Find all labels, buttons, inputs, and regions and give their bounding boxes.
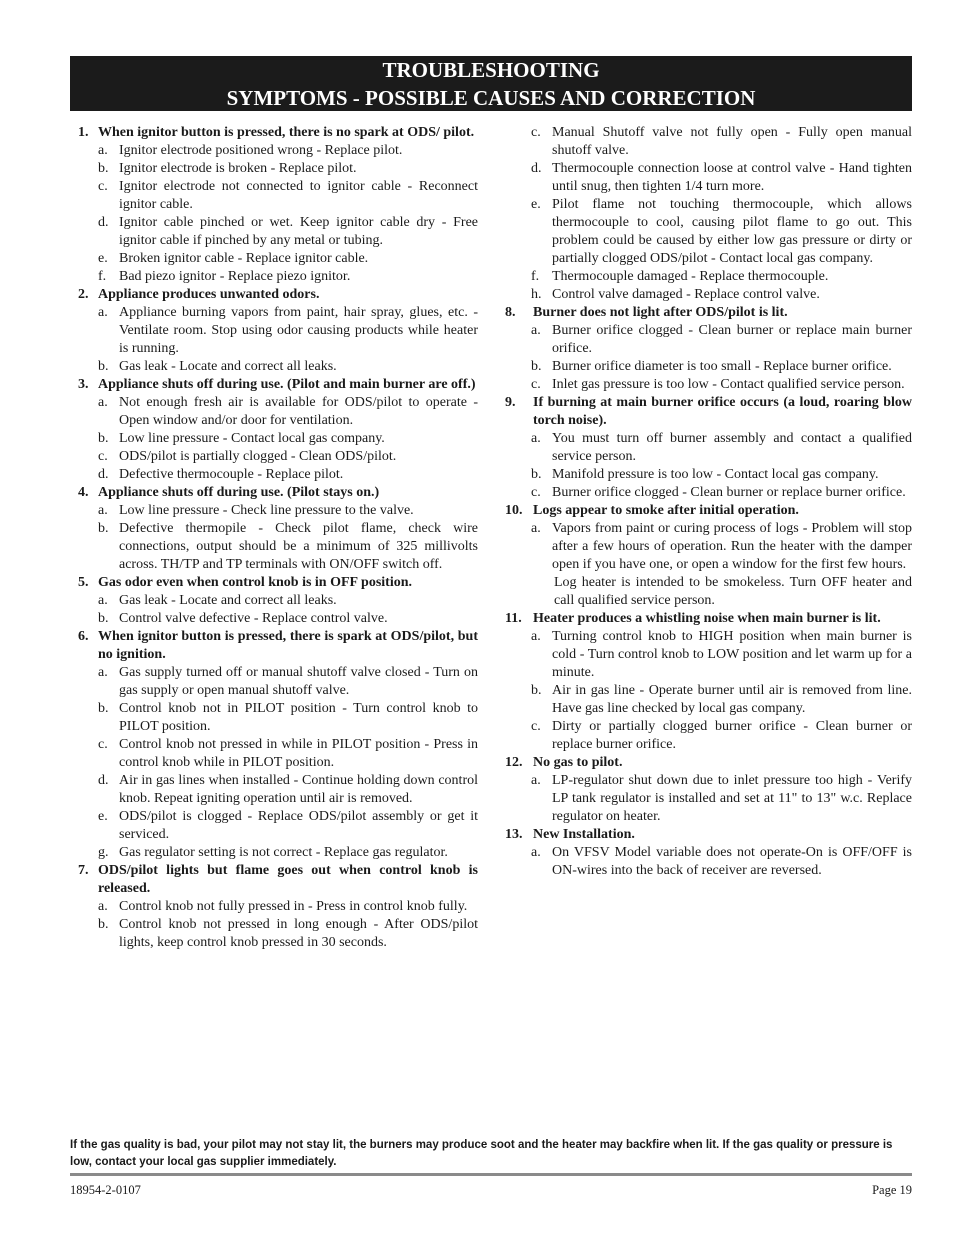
cause-text: Ignitor electrode is broken - Replace pilot. [119, 161, 357, 176]
cause-text: Manifold pressure is too low - Contact local gas company. [552, 467, 879, 482]
cause-text: Gas leak - Locate and correct all leaks. [119, 593, 337, 608]
cause-letter: b. [98, 917, 109, 932]
troubleshooting-item [505, 610, 912, 754]
cause-correction [78, 898, 478, 916]
cause-letter: c. [531, 125, 541, 140]
symptom-title: Appliance produces unwanted odors. [98, 287, 320, 302]
cause-letter: d. [98, 467, 109, 482]
cause-letter: b. [98, 161, 109, 176]
cause-text: Thermocouple connection loose at control valve - Hand tighten until snug, then tighten 1/4 turn more. [552, 161, 912, 194]
cause-text: Burner orifice clogged - Clean burner or replace burner orifice. [552, 485, 906, 500]
troubleshooting-item [78, 124, 478, 286]
cause-correction [78, 700, 478, 736]
header-subtitle: SYMPTOMS - POSSIBLE CAUSES AND CORRECTION [226, 86, 756, 110]
cause-correction [505, 520, 912, 574]
cause-correction [505, 322, 912, 358]
cause-letter: b. [98, 611, 109, 626]
footer-divider [70, 1173, 912, 1176]
symptom-heading [78, 124, 478, 142]
cause-letter: c. [531, 719, 541, 734]
symptom-title: If burning at main burner orifice occurs (a loud, roaring blow torch noise). [533, 395, 912, 428]
cause-correction [505, 286, 912, 304]
symptom-number: 1. [78, 125, 89, 140]
symptom-title: Gas odor even when control knob is in OFF position. [98, 575, 413, 590]
cause-text: Thermocouple damaged - Replace thermocouple. [552, 269, 829, 284]
cause-text: Ignitor cable pinched or wet. Keep ignitor cable dry - Free ignitor cable if pinched by any metal or tubing. [119, 215, 478, 248]
cause-correction [78, 160, 478, 178]
cause-correction [505, 268, 912, 286]
cause-letter: a. [98, 665, 108, 680]
cause-text: Inlet gas pressure is too low - Contact qualified service person. [552, 377, 905, 392]
cause-letter: a. [531, 845, 541, 860]
cause-letter: a. [98, 899, 108, 914]
cause-correction [78, 250, 478, 268]
cause-correction [505, 196, 912, 268]
cause-letter: d. [98, 773, 109, 788]
cause-correction [78, 178, 478, 214]
symptom-number: 12. [505, 755, 523, 770]
symptom-number: 6. [78, 629, 89, 644]
cause-letter: f. [98, 269, 107, 284]
cause-text: Gas regulator setting is not correct - Replace gas regulator. [119, 845, 448, 860]
symptom-number: 10. [505, 503, 523, 518]
gas-quality-note: If the gas quality is bad, your pilot may not stay lit, the burners may produce soot and the heater may backfire when lit. If the gas quality or pressure is low, contact your local gas supplier immediately. [70, 1139, 893, 1168]
symptom-heading [505, 610, 912, 628]
cause-correction [505, 718, 912, 754]
cause-correction [505, 358, 912, 376]
cause-correction [78, 520, 478, 574]
troubleshooting-item [505, 394, 912, 502]
cause-letter: g. [98, 845, 109, 860]
symptom-heading [505, 502, 912, 520]
cause-text: Pilot flame not touching thermocouple, which allows thermocouple to cool, causing pilot flame to go out. This problem could be caused by either low gas pressure or dirty or partially clogged ODS/pilot - Contact local gas company. [552, 197, 912, 266]
symptom-title: Burner does not light after ODS/pilot is lit. [533, 305, 788, 320]
cause-letter: h. [531, 287, 542, 302]
cause-letter: c. [531, 485, 541, 500]
cause-text: Ignitor electrode not connected to ignitor cable - Reconnect ignitor cable. [119, 179, 478, 212]
troubleshooting-item [505, 754, 912, 826]
cause-letter: c. [98, 737, 108, 752]
cause-letter: a. [531, 431, 541, 446]
cause-text: Control knob not in PILOT position - Turn control knob to PILOT position. [119, 701, 478, 734]
cause-text: Burner orifice diameter is too small - Replace burner orifice. [552, 359, 892, 374]
cause-letter: c. [98, 179, 108, 194]
symptom-heading [78, 574, 478, 592]
troubleshooting-item [505, 124, 912, 304]
cause-correction [78, 268, 478, 286]
cause-letter: a. [531, 773, 541, 788]
symptom-title: New Installation. [533, 827, 635, 842]
cause-correction [78, 844, 478, 862]
symptom-heading [505, 826, 912, 844]
cause-letter: b. [98, 431, 109, 446]
cause-letter: c. [98, 449, 108, 464]
cause-text: Bad piezo ignitor - Replace piezo ignitor. [119, 269, 351, 284]
symptom-number: 11. [505, 611, 522, 626]
cause-letter: a. [531, 521, 541, 536]
cause-letter: b. [531, 683, 542, 698]
cause-continuation: Log heater is intended to be smokeless. Turn OFF heater and call qualified service person. [554, 575, 912, 608]
cause-correction [78, 214, 478, 250]
cause-text: Appliance burning vapors from paint, hair spray, glues, etc. - Ventilate room. Stop using odor causing products while heater is running. [119, 305, 478, 356]
cause-correction [78, 772, 478, 808]
cause-text: Dirty or partially clogged burner orifice - Clean burner or replace burner orifice. [552, 719, 912, 752]
cause-correction [505, 484, 912, 502]
cause-text: LP-regulator shut down due to inlet pressure too high - Verify LP tank regulator is installed and set at 11" to 13" w.c. Replace regulator on heater. [552, 773, 912, 824]
cause-letter: b. [98, 521, 109, 536]
cause-correction [78, 916, 478, 952]
cause-letter: a. [531, 323, 541, 338]
symptom-title: No gas to pilot. [533, 755, 623, 770]
cause-letter: a. [98, 593, 108, 608]
cause-text: Air in gas lines when installed - Continue holding down control knob. Repeat igniting operation until air is removed. [119, 773, 478, 806]
symptom-title: When ignitor button is pressed, there is spark at ODS/pilot, but no ignition. [98, 629, 478, 662]
cause-letter: b. [98, 701, 109, 716]
cause-correction [78, 358, 478, 376]
cause-letter: b. [531, 359, 542, 374]
symptom-heading [505, 754, 912, 772]
symptom-heading [505, 394, 912, 430]
cause-letter: a. [531, 629, 541, 644]
cause-text: Broken ignitor cable - Replace ignitor cable. [119, 251, 369, 266]
symptom-title: When ignitor button is pressed, there is no spark at ODS/ pilot. [98, 125, 475, 140]
troubleshooting-item [505, 826, 912, 880]
cause-text: Air in gas line - Operate burner until air is removed from line. Have gas line checked by local gas company. [552, 683, 912, 716]
section-header [70, 56, 912, 111]
cause-letter: a. [98, 143, 108, 158]
troubleshooting-item [505, 502, 912, 610]
cause-correction [505, 376, 912, 394]
cause-correction [78, 502, 478, 520]
cause-correction [505, 772, 912, 826]
cause-correction [78, 664, 478, 700]
symptom-number: 2. [78, 287, 89, 302]
cause-correction [505, 628, 912, 682]
symptom-number: 7. [78, 863, 89, 878]
cause-correction [78, 430, 478, 448]
symptom-heading [78, 862, 478, 898]
cause-text: Low line pressure - Contact local gas company. [119, 431, 385, 446]
cause-letter: b. [531, 467, 542, 482]
cause-correction [78, 808, 478, 844]
troubleshooting-item [78, 286, 478, 376]
cause-letter: d. [98, 215, 109, 230]
page-number: Page 19 [872, 1183, 912, 1197]
symptom-number: 13. [505, 827, 523, 842]
cause-text: On VFSV Model variable does not operate-On is OFF/OFF is ON-wires into the back of receiver are reversed. [552, 845, 912, 878]
cause-correction [505, 430, 912, 466]
cause-text: ODS/pilot is clogged - Replace ODS/pilot assembly or get it serviced. [119, 809, 478, 842]
cause-correction [78, 610, 478, 628]
cause-text: ODS/pilot is partially clogged - Clean ODS/pilot. [119, 449, 397, 464]
cause-correction [505, 124, 912, 160]
symptom-heading [78, 484, 478, 502]
cause-letter: c. [531, 377, 541, 392]
cause-correction [505, 682, 912, 718]
cause-text: Gas supply turned off or manual shutoff valve closed - Turn on gas supply or open manual shutoff valve. [119, 665, 478, 698]
cause-text: You must turn off burner assembly and contact a qualified service person. [552, 431, 912, 464]
cause-correction [78, 142, 478, 160]
cause-text: Turning control knob to HIGH position when main burner is cold - Turn control knob to LOW position and let warm up for a minute. [552, 629, 912, 680]
cause-correction [78, 394, 478, 430]
cause-letter: d. [531, 161, 542, 176]
cause-letter: a. [98, 503, 108, 518]
cause-correction [78, 304, 478, 358]
cause-letter: e. [98, 809, 108, 824]
symptom-number: 3. [78, 377, 89, 392]
symptom-number: 9. [505, 395, 516, 410]
cause-text: Ignitor electrode positioned wrong - Replace pilot. [119, 143, 403, 158]
header-title: TROUBLESHOOTING [382, 58, 600, 82]
cause-letter: a. [98, 305, 108, 320]
cause-correction [505, 160, 912, 196]
cause-correction [78, 592, 478, 610]
cause-correction [78, 448, 478, 466]
cause-text: Control knob not pressed in while in PILOT position - Press in control knob while in PILOT position. [119, 737, 478, 770]
document-number: 18954-2-0107 [70, 1183, 141, 1197]
troubleshooting-item [78, 862, 478, 952]
cause-text: Not enough fresh air is available for ODS/pilot to operate - Open window and/or door for ventilation. [119, 395, 478, 428]
cause-text: Manual Shutoff valve not fully open - Fully open manual shutoff valve. [552, 125, 912, 158]
symptom-heading [505, 304, 912, 322]
cause-text: Defective thermopile - Check pilot flame, check wire connections, output should be a minimum of 325 millivolts across. TH/TP and TP terminals with ON/OFF switch off. [119, 521, 478, 572]
left-column [78, 124, 478, 952]
symptom-heading [78, 286, 478, 304]
cause-correction [505, 466, 912, 484]
cause-text: Low line pressure - Check line pressure to the valve. [119, 503, 414, 518]
cause-letter: b. [98, 359, 109, 374]
troubleshooting-item [78, 484, 478, 574]
cause-text: Control valve damaged - Replace control valve. [552, 287, 820, 302]
cause-text: Control knob not fully pressed in - Press in control knob fully. [119, 899, 468, 914]
right-column [505, 124, 912, 880]
symptom-title: Heater produces a whistling noise when main burner is lit. [533, 611, 881, 626]
cause-text: Vapors from paint or curing process of logs - Problem will stop after a few hours of operation. Run the heater with the damper open if you have one, or open a window for the first few hours. [552, 521, 912, 572]
cause-correction [78, 466, 478, 484]
cause-text: Burner orifice clogged - Clean burner or replace main burner orifice. [552, 323, 912, 356]
cause-letter: f. [531, 269, 540, 284]
symptom-number: 8. [505, 305, 516, 320]
symptom-title: Logs appear to smoke after initial operation. [533, 503, 799, 518]
symptom-number: 5. [78, 575, 89, 590]
cause-text: Defective thermocouple - Replace pilot. [119, 467, 344, 482]
cause-correction [505, 844, 912, 880]
troubleshooting-item [78, 628, 478, 862]
symptom-heading [78, 628, 478, 664]
symptom-number: 4. [78, 485, 89, 500]
cause-letter: e. [98, 251, 108, 266]
symptom-heading [78, 376, 478, 394]
symptom-title: Appliance shuts off during use. (Pilot and main burner are off.) [98, 377, 476, 392]
cause-text: Control valve defective - Replace control valve. [119, 611, 388, 626]
cause-text: Gas leak - Locate and correct all leaks. [119, 359, 337, 374]
troubleshooting-item [78, 574, 478, 628]
cause-text: Control knob not pressed in long enough - After ODS/pilot lights, keep control knob pressed in 30 seconds. [119, 917, 478, 950]
cause-correction [78, 736, 478, 772]
symptom-title: ODS/pilot lights but flame goes out when control knob is released. [98, 863, 478, 896]
symptom-title: Appliance shuts off during use. (Pilot stays on.) [98, 485, 380, 500]
troubleshooting-item [78, 376, 478, 484]
cause-letter: e. [531, 197, 541, 212]
troubleshooting-item [505, 304, 912, 394]
cause-letter: a. [98, 395, 108, 410]
